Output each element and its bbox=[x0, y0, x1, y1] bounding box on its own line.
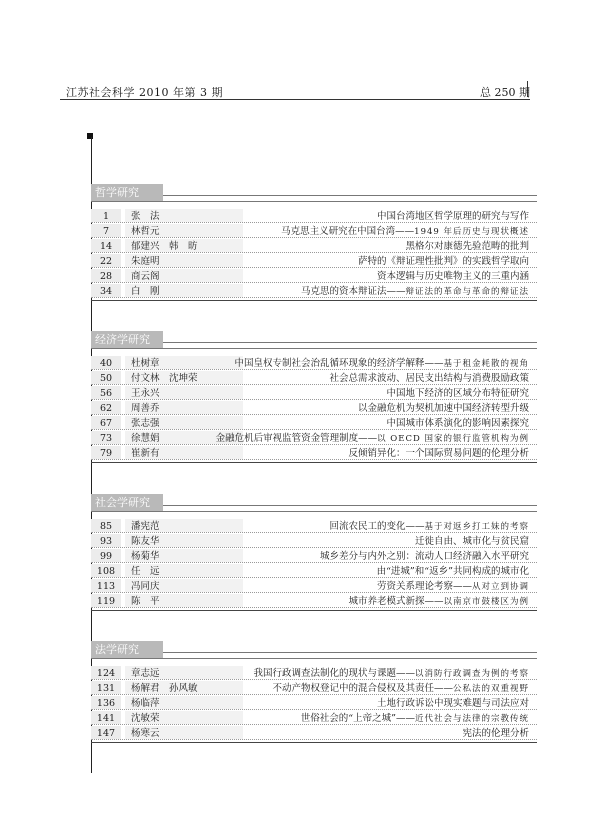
toc-entry[interactable] bbox=[91, 400, 537, 415]
section-rule bbox=[163, 195, 537, 196]
entry-title bbox=[320, 549, 529, 564]
entry-page-number: 99 bbox=[99, 551, 113, 562]
toc-entry[interactable] bbox=[91, 518, 537, 533]
entry-title-main: 我国行政调查法制化的现状与课题—— bbox=[253, 668, 415, 679]
entry-page-number: 14 bbox=[99, 241, 113, 252]
total-issue: 总 250 期 bbox=[480, 86, 530, 99]
entry-title bbox=[358, 401, 529, 416]
toc-entry[interactable] bbox=[91, 593, 537, 608]
section-header bbox=[91, 331, 537, 349]
entry-subtitle: 以 OECD 国家的银行监管机构为例 bbox=[377, 434, 529, 444]
entry-title-main: 黑格尔对康德先验范畴的批判 bbox=[405, 241, 529, 252]
entry-page-number: 79 bbox=[99, 448, 113, 459]
entry-author: 郁建兴 韩 昉 bbox=[131, 241, 198, 252]
entry-title-main: 资本逻辑与历史唯物主义的三重内涵 bbox=[376, 271, 529, 282]
entry-title bbox=[386, 386, 529, 401]
toc-entry[interactable] bbox=[91, 268, 537, 283]
entry-title-main: 由“进城”和“返乡”共同构成的城市化 bbox=[376, 566, 529, 577]
section-rule bbox=[91, 658, 537, 659]
entry-subtitle: 基于租金耗散的视角 bbox=[443, 359, 529, 369]
entry-title bbox=[358, 254, 529, 269]
toc-entry[interactable] bbox=[91, 430, 537, 445]
section-end-rule bbox=[91, 462, 537, 463]
entry-page-number: 67 bbox=[99, 418, 113, 429]
entry-author: 陈友华 bbox=[131, 536, 160, 547]
entry-page-number: 73 bbox=[99, 433, 113, 444]
entry-title bbox=[377, 696, 529, 711]
section-end-rule bbox=[91, 300, 537, 301]
entry-title-main: 迁徙自由、城市化与贫民窟 bbox=[414, 536, 529, 547]
entry-page-number: 28 bbox=[99, 271, 113, 282]
section-rule bbox=[91, 348, 537, 349]
section-rule bbox=[91, 511, 537, 512]
toc-entry[interactable] bbox=[91, 680, 537, 695]
entry-page-number: 147 bbox=[96, 728, 116, 739]
entry-page-number: 141 bbox=[96, 713, 116, 724]
entry-title bbox=[348, 446, 529, 461]
toc-entry[interactable] bbox=[91, 445, 537, 460]
entry-title-main: 中国城市体系演化的影响因素探究 bbox=[386, 418, 529, 429]
section-end-rule bbox=[91, 742, 537, 743]
entry-title-main: 宪法的伦理分析 bbox=[462, 728, 529, 739]
toc-entry[interactable] bbox=[91, 710, 537, 725]
toc-entry[interactable] bbox=[91, 578, 537, 593]
entry-author: 任 远 bbox=[131, 566, 160, 577]
entry-title-main: 社会总需求波动、居民支出结构与消费股励政策 bbox=[329, 373, 529, 384]
entry-title bbox=[348, 594, 529, 610]
section-title: 经济学研究 bbox=[91, 331, 163, 349]
entry-page-number: 1 bbox=[102, 211, 110, 222]
section-rule bbox=[163, 342, 537, 343]
entry-subtitle: 辩证法的革命与革命的辩证法 bbox=[405, 287, 529, 297]
entry-author: 商云阁 bbox=[131, 271, 160, 282]
entry-author: 张 法 bbox=[131, 211, 160, 222]
toc-entry[interactable] bbox=[91, 283, 537, 298]
entry-author: 杨临萍 bbox=[131, 698, 160, 709]
toc-entry[interactable] bbox=[91, 223, 537, 238]
entry-title-main: 回流农民工的变化—— bbox=[329, 521, 425, 532]
entry-title-main: 中国地下经济的区域分布特征研究 bbox=[386, 388, 529, 399]
entry-page-number: 113 bbox=[96, 581, 116, 592]
entry-author: 陈 平 bbox=[131, 596, 160, 607]
section-title: 社会学研究 bbox=[91, 494, 163, 512]
entry-title-main: 以金融危机为契机加速中国经济转型升级 bbox=[357, 403, 529, 414]
entry-author: 付文林 沈坤荣 bbox=[131, 373, 198, 384]
entry-title-main: 城市养老模式新探—— bbox=[348, 596, 444, 607]
toc-entry[interactable] bbox=[91, 665, 537, 680]
entry-title-main: 萨特的《辩证理性批判》的实践哲学取向 bbox=[357, 256, 529, 267]
toc-entry[interactable] bbox=[91, 370, 537, 385]
entry-page-number: 40 bbox=[99, 358, 113, 369]
margin-dot bbox=[87, 133, 93, 139]
entry-author: 张志强 bbox=[131, 418, 160, 429]
toc-entry[interactable] bbox=[91, 548, 537, 563]
entry-author: 章志远 bbox=[131, 668, 160, 679]
toc-entry[interactable] bbox=[91, 238, 537, 253]
toc-entry[interactable] bbox=[91, 563, 537, 578]
section-header bbox=[91, 494, 537, 512]
entry-page-number: 136 bbox=[96, 698, 116, 709]
entry-author: 徐慧娟 bbox=[131, 433, 160, 444]
entry-author: 潘宪范 bbox=[131, 521, 160, 532]
toc-entry[interactable] bbox=[91, 533, 537, 548]
section-header bbox=[91, 184, 537, 202]
entry-title bbox=[377, 209, 529, 224]
entry-title-main: 金融危机后审视监管资金管理制度—— bbox=[215, 433, 378, 444]
entry-page-number: 119 bbox=[96, 596, 116, 607]
toc-entry[interactable] bbox=[91, 253, 537, 268]
entry-title-main: 中国皇权专制社会治乱循环现象的经济学解释—— bbox=[234, 358, 444, 369]
toc-entry[interactable] bbox=[91, 208, 537, 223]
entry-author: 王永兴 bbox=[131, 388, 160, 399]
entry-title-main: 不动产物权登记中的混合侵权及其责任—— bbox=[272, 683, 453, 694]
toc-section bbox=[91, 494, 537, 611]
section-rule bbox=[91, 201, 537, 202]
entry-page-number: 62 bbox=[99, 403, 113, 414]
entry-page-number: 124 bbox=[96, 668, 116, 679]
entry-author: 白 刚 bbox=[131, 286, 160, 297]
entry-title bbox=[377, 564, 529, 579]
section-header bbox=[91, 641, 537, 659]
entry-title bbox=[405, 239, 529, 254]
entry-page-number: 34 bbox=[99, 286, 113, 297]
entry-author: 周善乔 bbox=[131, 403, 160, 414]
entry-title-main: 马克思主义研究在中国台湾—— bbox=[281, 226, 415, 237]
header-rule bbox=[60, 99, 530, 100]
entry-author: 杨菊华 bbox=[131, 551, 160, 562]
entry-title bbox=[462, 726, 529, 741]
section-rule bbox=[163, 652, 537, 653]
entry-author: 沈敏荣 bbox=[131, 713, 160, 724]
entry-title-main: 城乡差分与内外之别：流动人口经济融入水平研究 bbox=[319, 551, 529, 562]
entry-page-number: 56 bbox=[99, 388, 113, 399]
toc-section bbox=[91, 641, 537, 743]
entry-author: 杜树章 bbox=[131, 358, 160, 369]
entry-title-main: 马克思的资本辩证法—— bbox=[300, 286, 406, 297]
entry-title-main: 劳资关系理论考察—— bbox=[376, 581, 472, 592]
section-title: 法学研究 bbox=[91, 641, 163, 659]
toc-entry[interactable] bbox=[91, 415, 537, 430]
entry-subtitle: 公私法的双重视野 bbox=[452, 684, 529, 694]
entry-title bbox=[377, 269, 529, 284]
entry-title-main: 土地行政诉讼中现实难题与司法应对 bbox=[376, 698, 529, 709]
entry-author: 冯同庆 bbox=[131, 581, 160, 592]
entry-title bbox=[386, 416, 529, 431]
entry-author: 林哲元 bbox=[131, 226, 160, 237]
entry-title-main: 中国台湾地区哲学原理的研究与写作 bbox=[376, 211, 529, 222]
section-title: 哲学研究 bbox=[91, 184, 163, 202]
entry-page-number: 131 bbox=[96, 683, 116, 694]
entry-subtitle: 近代社会与法律的宗教传统 bbox=[414, 714, 529, 724]
entry-subtitle: 基于对返乡打工妹的考察 bbox=[424, 522, 529, 532]
toc-section bbox=[91, 184, 537, 301]
entry-page-number: 85 bbox=[99, 521, 113, 532]
entry-page-number: 50 bbox=[99, 373, 113, 384]
entry-author: 崔新有 bbox=[131, 448, 160, 459]
toc-entry[interactable] bbox=[91, 385, 537, 400]
section-rule bbox=[163, 505, 537, 506]
entry-title bbox=[301, 284, 529, 300]
entry-subtitle: 以消防行政调查为例的考察 bbox=[414, 669, 529, 679]
entry-page-number: 108 bbox=[96, 566, 116, 577]
entry-page-number: 22 bbox=[99, 256, 113, 267]
entry-author: 朱庭明 bbox=[131, 256, 160, 267]
entry-title-main: 世俗社会的“上帝之城”—— bbox=[300, 713, 415, 724]
section-end-rule bbox=[91, 610, 537, 611]
entry-author: 杨寒云 bbox=[131, 728, 160, 739]
entry-title bbox=[329, 371, 529, 386]
toc-section bbox=[91, 331, 537, 463]
entry-author: 杨解君 孙风敏 bbox=[131, 683, 198, 694]
entry-title bbox=[415, 534, 529, 549]
journal-title: 江苏社会科学 2010 年第 3 期 bbox=[66, 86, 223, 99]
entry-subtitle: 从对立到协调 bbox=[471, 582, 529, 592]
entry-page-number: 7 bbox=[102, 226, 110, 237]
toc-entry[interactable] bbox=[91, 695, 537, 710]
entry-page-number: 93 bbox=[99, 536, 113, 547]
entry-subtitle: 1949 年后历史与现状概述 bbox=[414, 227, 529, 237]
entry-subtitle: 以南京市鼓楼区为例 bbox=[443, 597, 529, 607]
entry-title-main: 反倾销异化：一个国际贸易问题的伦理分析 bbox=[348, 448, 529, 459]
toc-entry[interactable] bbox=[91, 355, 537, 370]
toc-entry[interactable] bbox=[91, 725, 537, 740]
